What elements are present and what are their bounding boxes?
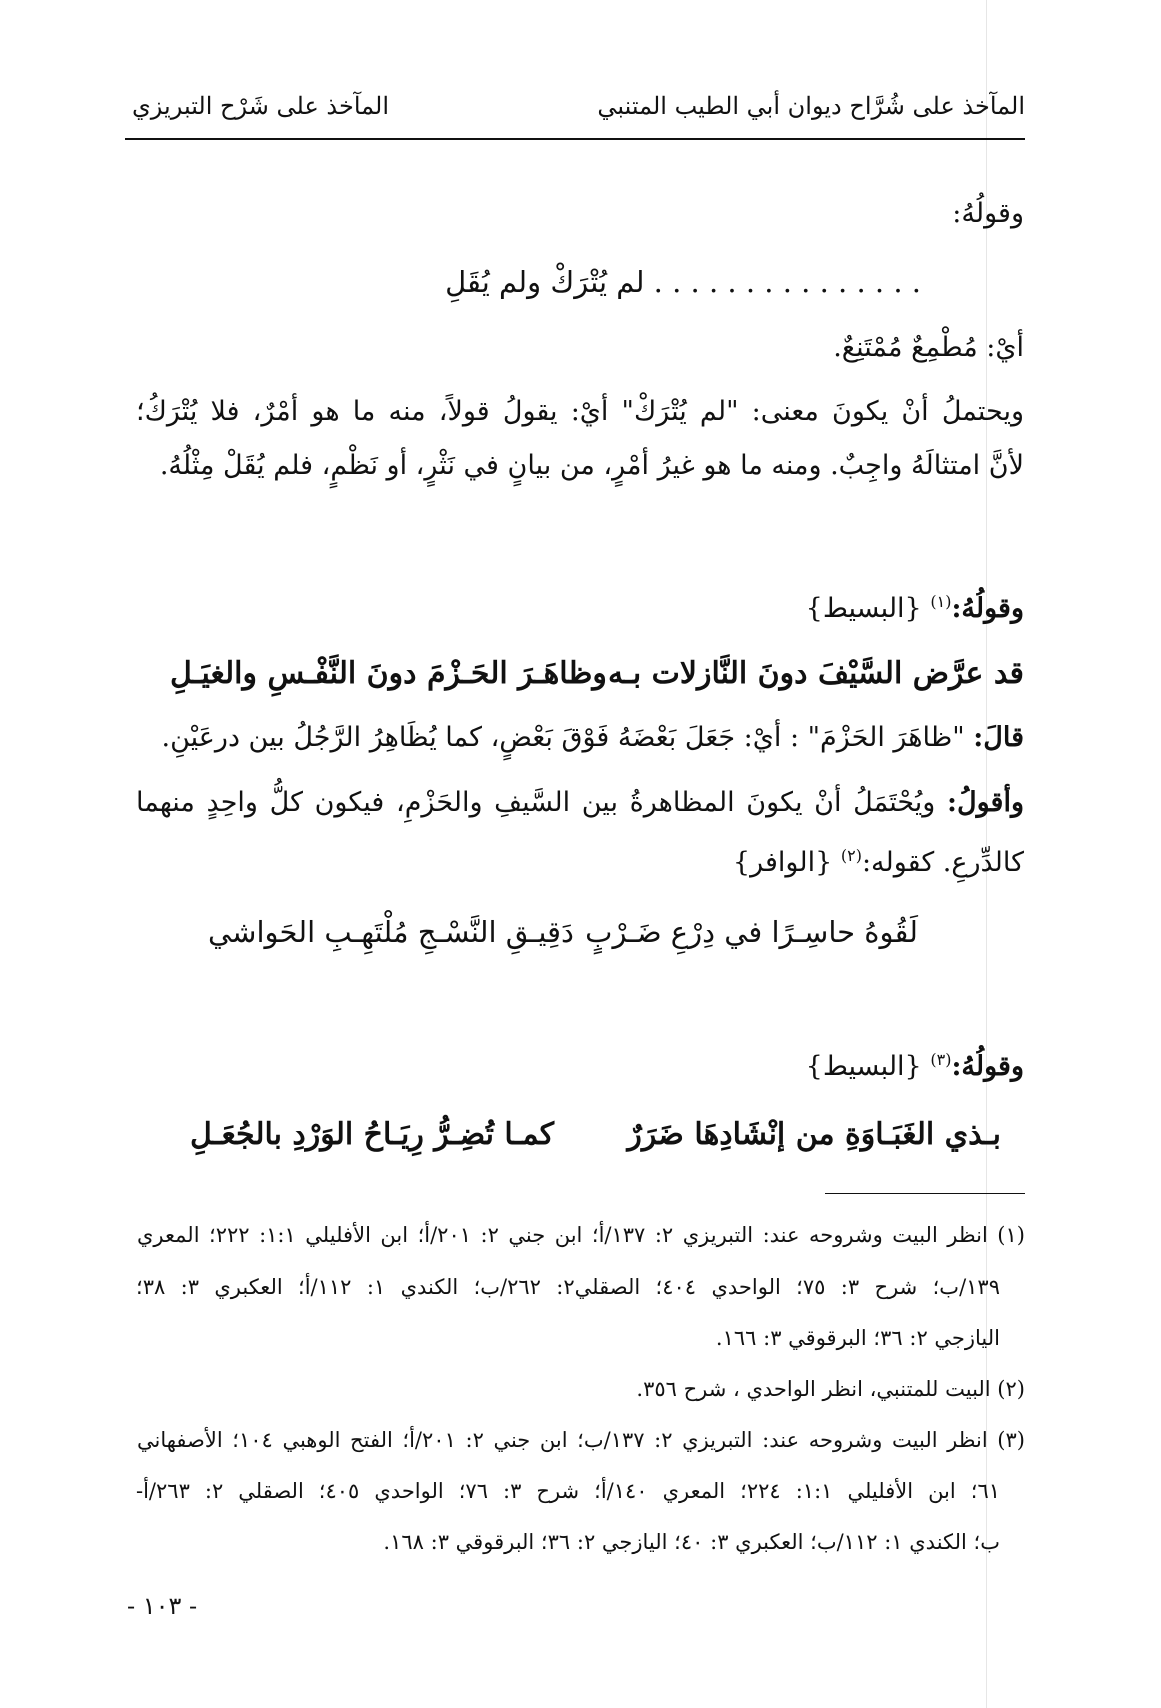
- section1-para-line1: ويحتملُ أنْ يكونَ معنى: "لم يُتْرَكْ" أيْ: يقولُ قولاً، منه ما هو أمْرٌ، فلا يُتْرَكُ؛: [136, 396, 1024, 427]
- section2-meter: {البسيط}: [805, 593, 922, 624]
- section2-quoted-verse-hemistich2: دَقِيـقِ النَّسْـجِ مُلْتَهِـبِ الحَواشي: [208, 915, 574, 949]
- qala-label: قالَ:: [973, 722, 1024, 753]
- section2-aqulu: [136, 787, 1024, 818]
- footnote-1-line2: ١٣٩/ب؛ شرح ٣: ٧٥؛ الواحدي ٤٠٤؛ الصقلي٢: ٢٦٢/ب؛ الكندي ١: ١١٢/أ؛ العكبري ٣: ٣٨؛: [136, 1275, 1000, 1299]
- section1-para-line2: لأنَّ امتثالَهُ واجِبٌ. ومنه ما هو غيرُ أمْرٍ، من بيانٍ في نَثْرٍ، أو نَظْمٍ، فلم يُقَلْ مِثْلُهُ.: [159, 450, 1024, 481]
- continuation-meter: {الوافر}: [732, 847, 833, 878]
- footnote-rule: [825, 1193, 1025, 1194]
- footnote-2: (٢) البيت للمتنبي، انظر الواحدي ، شرح ٣٥٦.: [636, 1377, 1025, 1401]
- aqulu-label: وأقولُ:: [947, 787, 1024, 818]
- footnote-3-line2: ٦١؛ ابن الأفليلي ١:١: ٢٢٤؛ المعري ١٤٠/أ؛ شرح ٣: ٧٦؛ الواحدي ٤٠٥؛ الصقلي ٢: ٢٦٣/أ-: [136, 1479, 1000, 1503]
- section2-quoted-verse-hemistich1: لَقُوهُ حاسِـرًا في دِرْعِ ضَـرْبٍ: [585, 915, 918, 949]
- footnote-3-line1: (٣) انظر البيت وشروحه عند: التبريزي ٢: ١٣٧/ب؛ ابن جني ٢: ٢٠١/أ؛ الفتح الوهبي ١٠٤؛ الأصفهاني: [137, 1428, 1025, 1452]
- section1-verse: . . . . . . . . . . . . . . . لم يُتْرَكْ ولم يُقَلِ: [445, 265, 921, 299]
- section3-meter: {البسيط}: [805, 1051, 922, 1082]
- footnote-ref-3: (٣): [930, 1050, 952, 1069]
- section3-heading: [806, 1050, 1024, 1082]
- section1-gloss: أيْ: مُطْمِعٌ مُمْتَنِعٌ.: [833, 332, 1024, 363]
- section3-heading-label: وقولُهُ:: [951, 1051, 1024, 1082]
- footnote-ref-1: (١): [930, 592, 952, 611]
- section2-continuation: [733, 846, 1024, 878]
- section2-heading: [806, 592, 1024, 624]
- section3-verse-hemistich2: كمـا تُضِـرُّ رِيَـاحُ الوَرْدِ بالجُعَـلِ: [190, 1117, 554, 1152]
- section2-heading-label: وقولُهُ:: [951, 593, 1024, 624]
- header-rule: [125, 138, 1025, 140]
- section2-qala: [162, 722, 1024, 753]
- running-header: [128, 92, 1025, 138]
- section1-heading: وقولُهُ:: [952, 198, 1024, 229]
- section2-verse-hemistich2: وظاهَـرَ الحَـزْمَ دونَ النَّفْـسِ والغيَـلِ: [170, 656, 607, 691]
- footnote-1-line3: اليازجي ٢: ٣٦؛ البرقوقي ٣: ١٦٦.: [715, 1326, 1000, 1350]
- aqulu-text: ويُحْتَمَلُ أنْ يكونَ المظاهرةُ بين السَّيفِ والحَزْمِ، فيكون كلُّ واحِدٍ منهما: [136, 787, 936, 818]
- footnote-3-line3: ب؛ الكندي ١: ١١٢/ب؛ العكبري ٣: ٤٠؛ اليازجي ٢: ٣٦؛ البرقوقي ٣: ١٦٨.: [383, 1530, 1000, 1554]
- qala-text: "ظاهَرَ الحَزْمَ" : أيْ: جَعَلَ بَعْضَهُ فَوْقَ بَعْضٍ، كما يُظَاهِرُ الرَّجُلُ بين درعَيْنِ.: [161, 722, 965, 753]
- footnote-ref-2: (٢): [840, 846, 862, 865]
- footnote-1-line1: (١) انظر البيت وشروحه عند: التبريزي ٢: ١٣٧/أ؛ ابن جني ٢: ٢٠١/أ؛ ابن الأفليلي ١:١: ٢٢٢؛ المعري: [137, 1223, 1025, 1247]
- continuation-text: كالدِّرعِ. كقوله:: [861, 847, 1024, 878]
- header-chapter-title: المآخذ على شَرْح التبريزي: [132, 92, 390, 120]
- page-number: - ١٠٣ -: [127, 1592, 198, 1620]
- section3-verse-hemistich1: بـذي الغَبَـاوَةِ من إنْشَادِهَا ضَرَرٌ: [627, 1117, 1001, 1152]
- section2-verse-hemistich1: قد عرَّض السَّيْفَ دونَ النَّازلات بـه: [608, 656, 1024, 691]
- header-book-title: المآخذ على شُرَّاح ديوان أبي الطيب المتنبي: [597, 92, 1025, 120]
